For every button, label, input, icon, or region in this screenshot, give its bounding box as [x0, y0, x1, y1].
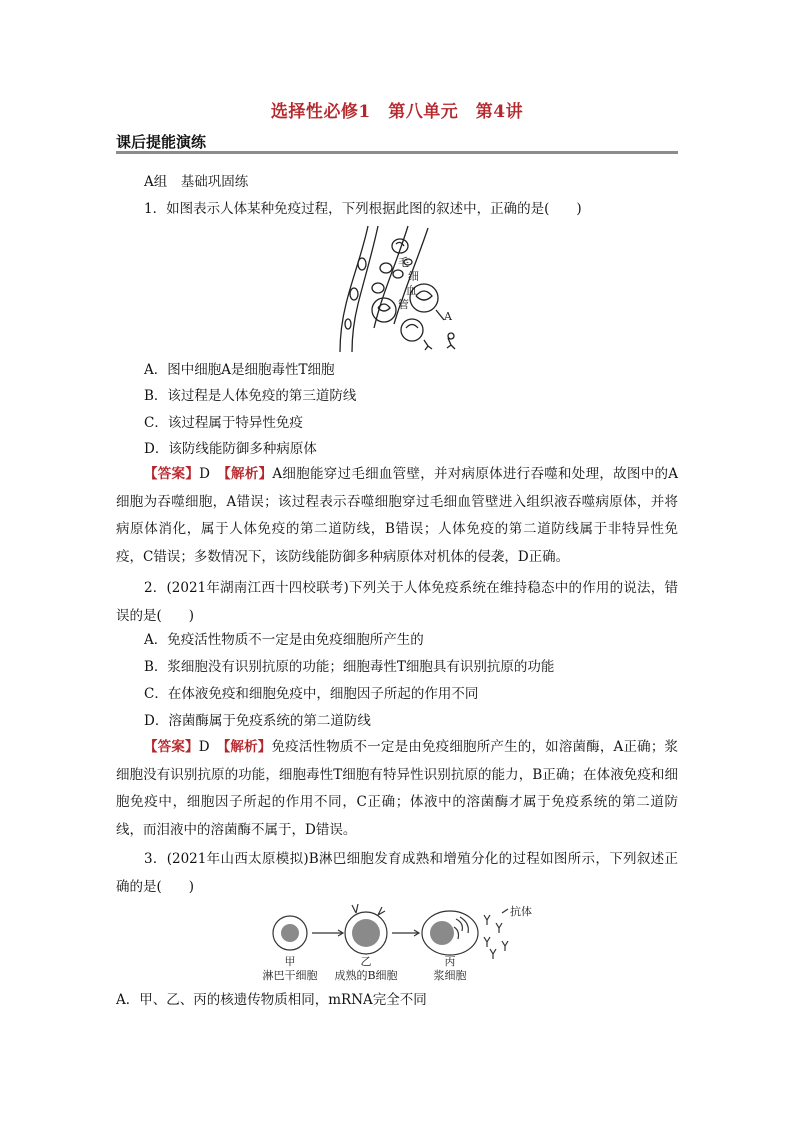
- q1-stem: 1．如图表示人体某种免疫过程，下列根据此图的叙述中，正确的是( ): [144, 201, 582, 217]
- q2-option-d: D．溶菌酶属于免疫系统的第二道防线: [144, 713, 371, 729]
- heading-divider: [116, 151, 678, 154]
- q1-immune-figure: [338, 224, 474, 354]
- q3-option-a: A．甲、乙、丙的核遗传物质相同，mRNA完全不同: [116, 992, 427, 1008]
- q2-answer: D: [198, 739, 210, 755]
- q3-fig-label-bing: 丙: [444, 955, 456, 968]
- q1-fig-label-capillary-2: 细: [408, 270, 419, 283]
- q2-explanation: [116, 734, 678, 844]
- q1-fig-label-cell-a: A: [444, 310, 452, 323]
- q1-fig-label-capillary-3: 血: [406, 284, 417, 297]
- q1-answer: D: [199, 466, 210, 482]
- q2-stem: 2．(2021年湖南江西十四校联考)下列关于人体免疫系统在维持稳态中的作用的说法，错误的是( ): [116, 580, 678, 624]
- q3-fig-label-jia-name: 淋巴干细胞: [262, 969, 318, 982]
- q1-answer-tag: 【答案】: [144, 466, 200, 482]
- q1-option-b: B．该过程是人体免疫的第三道防线: [144, 388, 357, 404]
- q3-fig-label-antibody: 抗体: [510, 905, 532, 918]
- section-heading: 课后提能演练: [116, 133, 207, 151]
- q3-fig-label-yi-name: 成熟的B细胞: [334, 969, 398, 982]
- group-label: A组 基础巩固练: [144, 174, 249, 190]
- q3-stem: 3．(2021年山西太原模拟)B淋巴细胞发育成熟和增殖分化的过程如图所示，下列叙述正确的是( ): [116, 851, 678, 895]
- q2-analysis: 免疫活性物质不一定是由免疫细胞所产生的，如溶菌酶，A正确；浆细胞没有识别抗原的功能，细胞毒性T细胞有特异性识别抗原的能力，B正确；在体液免疫和细胞免疫中，细胞因子所起的作用不同，C正确；体液中的溶菌酶才属于免疫系统的第二道防线，而泪液中的溶菌酶不属于，D错误。: [116, 739, 679, 838]
- q2-analysis-tag: 【解析】: [223, 739, 272, 755]
- q2-option-a: A．免疫活性物质不一定是由免疫细胞所产生的: [144, 632, 424, 648]
- q1-explanation: [116, 461, 678, 571]
- q1-fig-label-capillary-4: 管: [398, 298, 409, 311]
- q1-option-a: A．图中细胞A是细胞毒性T细胞: [144, 362, 335, 378]
- q3-b-cell-figure: [262, 893, 540, 985]
- q2-answer-tag: 【答案】: [144, 739, 199, 755]
- q1-option-d: D．该防线能防御多种病原体: [144, 441, 317, 457]
- q3-fig-label-yi: 乙: [360, 955, 372, 968]
- page-title: 选择性必修1 第八单元 第4讲: [270, 102, 524, 122]
- q1-analysis-tag: 【解析】: [224, 466, 273, 482]
- q3-fig-label-jia: 甲: [284, 955, 296, 968]
- q2-option-c: C．在体液免疫和细胞免疫中，细胞因子所起的作用不同: [144, 686, 479, 702]
- q1-analysis-rest: A细胞为吞噬细胞，A错误；该过程表示吞噬细胞穿过毛细血管壁进入组织液吞噬病原体，并将病原体消化，属于人体免疫的第二道防线，B错误；人体免疫的第二道防线属于非特异性免疫，C错误；多数情况下，该防线能防御多种病原体对机体的侵袭，D正确。: [116, 466, 679, 565]
- q1-option-c: C．该过程属于特异性免疫: [144, 415, 303, 431]
- q1-fig-label-capillary-1: 毛: [398, 256, 409, 269]
- q1-analysis-first: A细胞能穿过毛细血管壁，并对病原体进行吞噬和处理，故图中的: [272, 466, 669, 482]
- q3-fig-label-bing-name: 浆细胞: [433, 969, 467, 982]
- q2-option-b: B．浆细胞没有识别抗原的功能；细胞毒性T细胞具有识别抗原的功能: [144, 659, 555, 675]
